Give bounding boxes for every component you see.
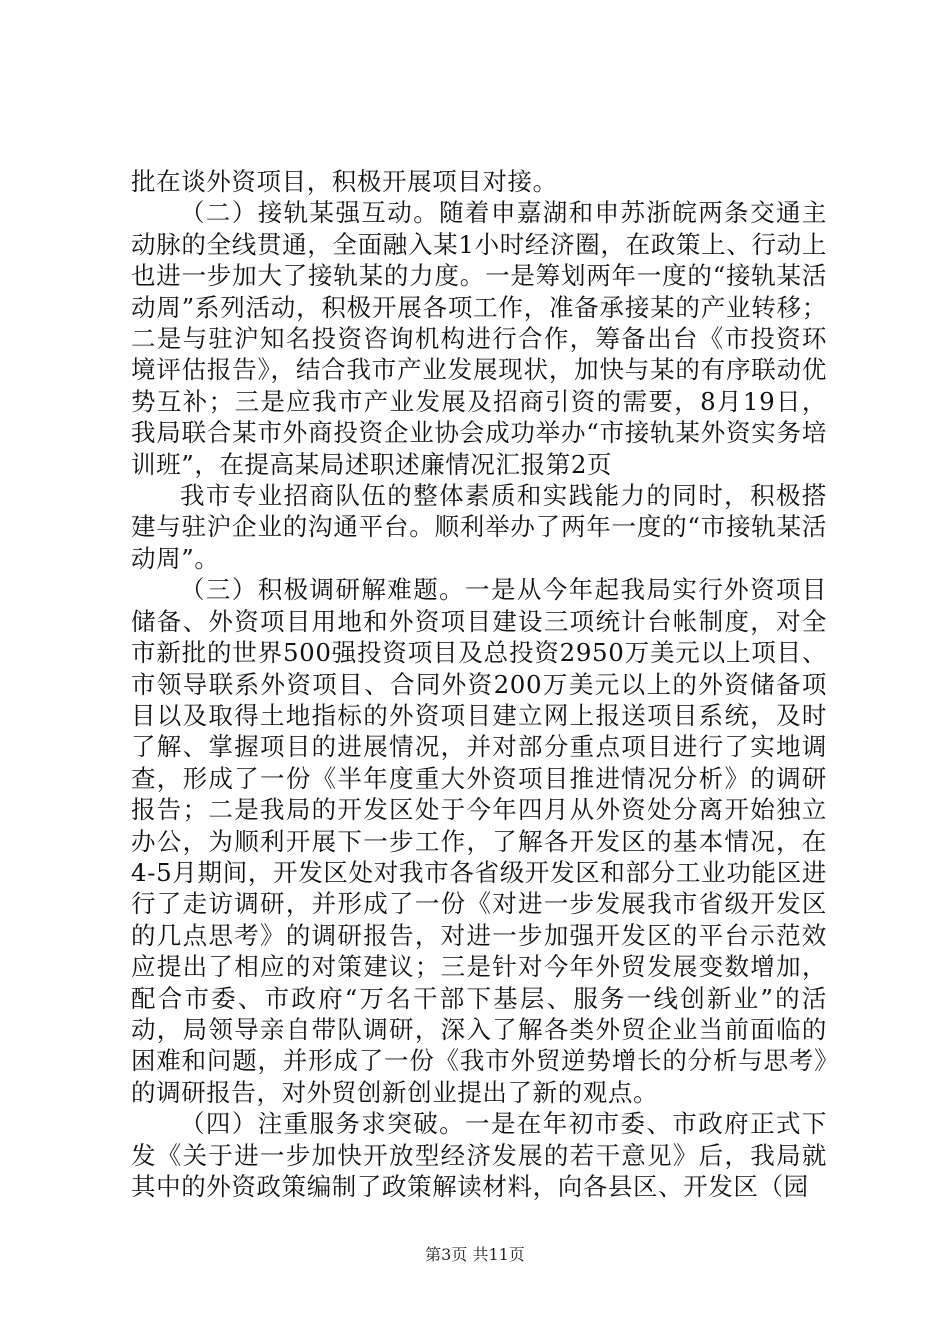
paragraph-4: （三）积极调研解难题。一是从今年起我局实行外资项目储备、外资项目用地和外资项目建设三项统计台帐制度，对全市新批的世界500强投资项目及总投资2950万美元以上项目、市领导联系外资项目、合同外资200万美元以上的外资储备项目以及取得土地指标的外资项目建立网上报送项目系统，及时了解、掌握项目的进展情况，并对部分重点项目进行了实地调查，形成了一份《半年度重大外资项目推进情况分析》的调研报告；二是我局的开发区处于今年四月从外资处分离开始独立办公，为顺利开展下一步工作，了解各开发区的基本情况，在4-5月期间，开发区处对我市各省级开发区和部分工业功能区进行了走访调研，并形成了一份《对进一步发展我市省级开发区的几点思考》的调研报告，对进一步加强开发区的平台示范效应提出了相应的对策建议；三是针对今年外贸发展变数增加，配合市委、市政府“万名干部下基层、服务一线创新业”的活动，局领导亲自带队调研，深入了解各类外贸企业当前面临的困难和问题，并形成了一份《我市外贸逆势增长的分析与思考》的调研报告，对外贸创新创业提出了新的观点。 bbox=[131, 575, 827, 1107]
paragraph-2: （二）接轨某强互动。随着申嘉湖和申苏浙皖两条交通主动脉的全线贯通，全面融入某1小时经济圈，在政策上、行动上也进一步加大了接轨某的力度。一是筹划两年一度的“接轨某活动周”系列活动，积极开展各项工作，准备承接某的产业转移；二是与驻沪知名投资咨询机构进行合作，筹备出台《市投资环境评估报告》，结合我市产业发展现状，加快与某的有序联动优势互补；三是应我市产业发展及招商引资的需要，8月19日，我局联合某市外商投资企业协会成功举办“市接轨某外资实务培训班”，在提高某局述职述廉情况汇报第2页 bbox=[131, 198, 827, 479]
paragraph-1: 批在谈外资项目，积极开展项目对接。 bbox=[131, 167, 558, 196]
document-body bbox=[131, 166, 827, 1202]
paragraph-5: （四）注重服务求突破。一是在年初市委、市政府正式下发《关于进一步加快开放型经济发展的若干意见》后，我局就其中的外资政策编制了政策解读材料，向各县区、开发区（园 bbox=[131, 1109, 827, 1201]
page-footer: 第3页 共11页 bbox=[425, 1245, 525, 1264]
paragraph-3: 我市专业招商队伍的整体素质和实践能力的同时，积极搭建与驻沪企业的沟通平台。顺利举办了两年一度的“市接轨某活动周”。 bbox=[131, 481, 827, 573]
